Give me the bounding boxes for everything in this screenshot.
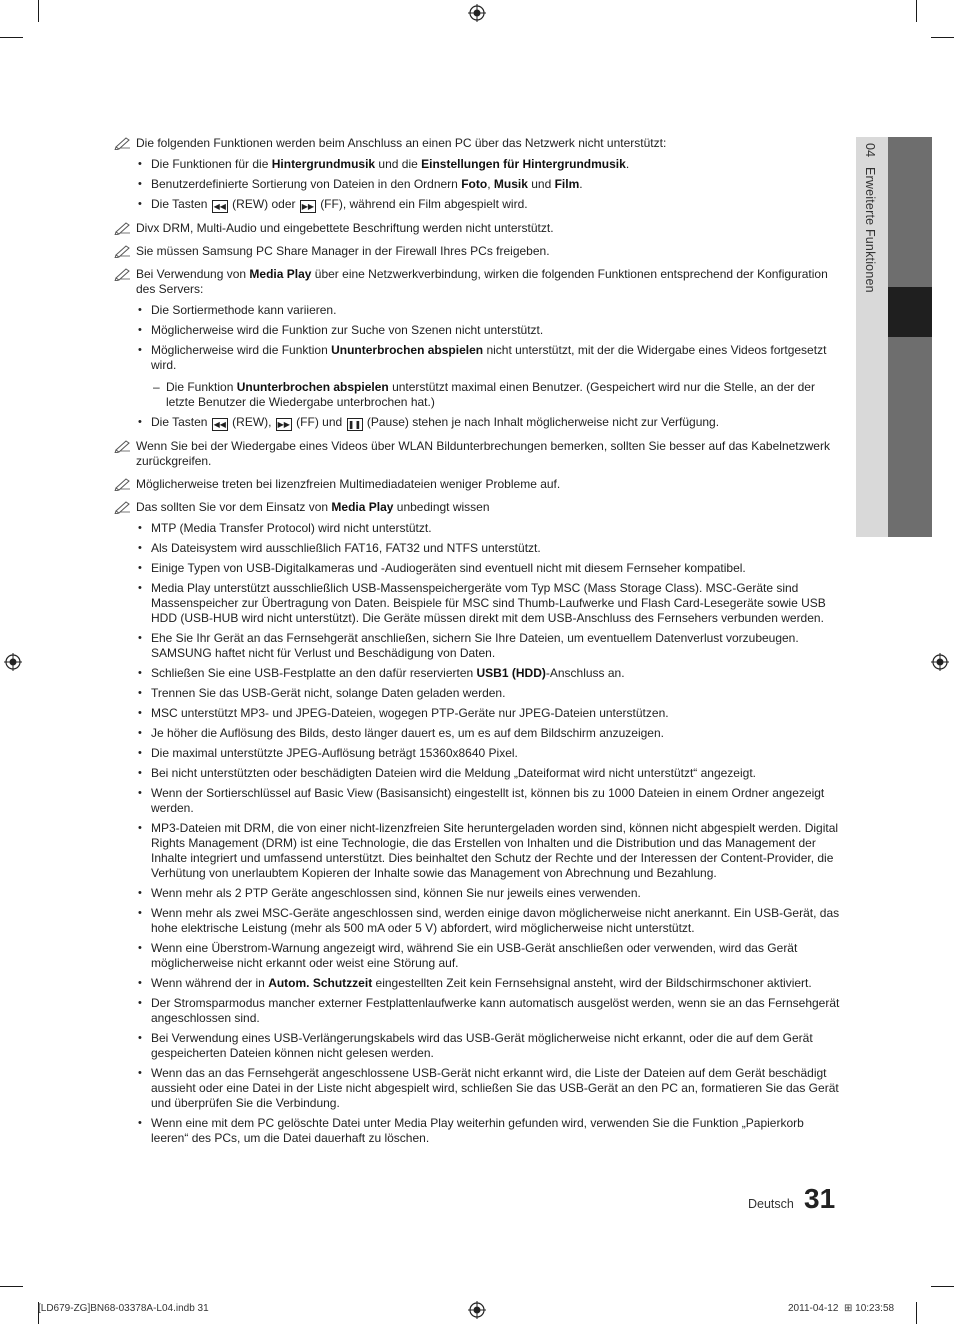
registration-mark-icon bbox=[468, 4, 486, 22]
list-item: • MTP (Media Transfer Protocol) wird nicht unterstützt. bbox=[138, 521, 432, 535]
list-item: • Ehe Sie Ihr Gerät an das Fernsehgerät anschließen, sichern Sie Ihre Dateien, um eventuellem Datenverlust vorzubeugen. SAMSUNG haftet nicht für Verlust und Beschädigung von Daten. bbox=[138, 631, 799, 660]
list-item: • Media Play unterstützt ausschließlich USB-Massenspeichergeräte vom Typ MSC (Mass Storage Class). MSC-Geräte sind Massenspeicher zur Übertragung von Daten. Beispiele für MSC sind Thumb-Laufwerke und Flash Card-Lesegeräte sowie USB HDD (USB-HUB wird nicht unterstützt). Die Geräte müssen direkt mit dem USB-Anschluss des Fernsehers verbunden werden. bbox=[138, 581, 826, 625]
dash-item: – Die Funktion Ununterbrochen abspielen unterstützt maximal einen Benutzer. (Gespeichert wird nur die Stelle, an der der letzte Benutzer die Wiedergabe unterbrochen hat.) bbox=[153, 380, 815, 409]
bullet-list bbox=[114, 157, 840, 213]
note-text: Möglicherweise treten bei lizenzfreien Multimediadateien weniger Probleme auf. bbox=[136, 477, 561, 491]
crop-mark bbox=[0, 37, 23, 38]
rewind-icon: ◀◀ bbox=[213, 420, 226, 429]
note bbox=[114, 244, 840, 259]
main-content bbox=[114, 136, 840, 1154]
bullet-list bbox=[114, 521, 840, 1146]
list-item: • Der Stromsparmodus mancher externer Festplattenlaufwerke kann automatisch ausgelöst werden, wenn sie an das Fernsehgerät angeschlossen sind. bbox=[138, 996, 840, 1025]
list-item: • MSC unterstützt MP3- und JPEG-Dateien, wogegen PTP-Geräte nur JPEG-Dateien unterstützen. bbox=[138, 706, 669, 720]
pencil-note-icon bbox=[114, 221, 132, 235]
list-item: • Möglicherweise wird die Funktion zur Suche von Szenen nicht unterstützt. bbox=[138, 323, 544, 337]
bullet-list bbox=[114, 415, 840, 431]
list-item: • Die Tasten ◀◀ (REW) oder ▶▶ (FF), während ein Film abgespielt wird. bbox=[138, 197, 528, 211]
list-item: • Wenn eine Überstrom-Warnung angezeigt wird, während Sie ein USB-Gerät anschließen oder verwenden, wird das Gerät möglicherweise nicht erkannt oder weist eine Störung auf. bbox=[138, 941, 798, 970]
list-item: • Benutzerdefinierte Sortierung von Dateien in den Ordnern Foto, Musik und Film. bbox=[138, 177, 583, 191]
note bbox=[114, 136, 840, 151]
registration-mark-icon bbox=[468, 1301, 486, 1319]
list-item: • MP3-Dateien mit DRM, die von einer nicht-lizenzfreien Site heruntergeladen worden sind, können nicht abgespielt werden. Digital Rights Management (DRM) ist eine Technologie, die das Erstellen von Inhalten und die Distribution und das Management der Inhalte integriert und umfassend unterstützt. Dies beinhaltet den Schutz der Rechte und der Interessen der Content-Provider, die Verhütung von unerlaubtem Kopieren der Inhalte sowie das Management von Abrechnung und Bezahlung. bbox=[138, 821, 839, 880]
chapter-tab-marker bbox=[888, 287, 932, 337]
chapter-label bbox=[863, 143, 877, 293]
crop-mark bbox=[931, 37, 954, 38]
note-text: Sie müssen Samsung PC Share Manager in der Firewall Ihres PCs freigeben. bbox=[136, 244, 550, 258]
pencil-note-icon bbox=[114, 439, 132, 453]
list-item: • Wenn während der in Autom. Schutzzeit eingestellten Zeit kein Fernsehsignal ansteht, wird der Bildschirmschoner aktiviert. bbox=[138, 976, 812, 990]
chapter-title: Erweiterte Funktionen bbox=[863, 167, 877, 293]
pencil-note-icon bbox=[114, 244, 132, 258]
pencil-note-icon bbox=[114, 500, 132, 514]
footer-language: Deutsch bbox=[748, 1197, 794, 1211]
registration-mark-icon bbox=[931, 653, 949, 671]
pencil-note-icon bbox=[114, 477, 132, 491]
chapter-number: 04 bbox=[863, 143, 877, 158]
list-item: • Schließen Sie eine USB-Festplatte an den dafür reservierten USB1 (HDD)-Anschluss an. bbox=[138, 666, 625, 680]
list-item: • Wenn mehr als 2 PTP Geräte angeschlossen sind, können Sie nur jeweils eines verwenden. bbox=[138, 886, 641, 900]
list-item: • Die Funktionen für die Hintergrundmusik und die Einstellungen für Hintergrundmusik. bbox=[138, 157, 630, 171]
list-item: • Wenn eine mit dem PC gelöschte Datei unter Media Play weiterhin gefunden wird, verwenden Sie die Funktion „Papierkorb leeren“ des PCs, um die Datei dauerhaft zu löschen. bbox=[138, 1116, 804, 1145]
fast-forward-icon: ▶▶ bbox=[301, 202, 314, 211]
page-number: 31 bbox=[804, 1183, 836, 1214]
note-text: Die folgenden Funktionen werden beim Anschluss an einen PC über das Netzwerk nicht unterstützt: bbox=[136, 136, 667, 150]
list-item: • Wenn der Sortierschlüssel auf Basic View (Basisansicht) eingestellt ist, können bis zu 1000 Dateien in einem Ordner angezeigt werden. bbox=[138, 786, 825, 815]
list-item: • Bei Verwendung eines USB-Verlängerungskabels wird das USB-Gerät möglicherweise nicht erkannt, oder die auf dem Gerät gespeicherten Dateien können nicht gelesen werden. bbox=[138, 1031, 813, 1060]
list-item: • Wenn mehr als zwei MSC-Geräte angeschlossen sind, werden einige davon möglicherweise nicht anerkannt. Ein USB-Gerät, das hohe elektrische Leistung (mehr als 500 mA oder 5 V) abfordert, wird möglicherweise nicht unterstützt. bbox=[138, 906, 840, 935]
crop-mark bbox=[38, 0, 39, 22]
crop-mark bbox=[0, 1286, 23, 1287]
pencil-note-icon bbox=[114, 267, 132, 281]
list-item: • Einige Typen von USB-Digitalkameras und -Audiogeräten sind eventuell nicht mit diesem Fernseher kompatibel. bbox=[138, 561, 746, 575]
note-text: Wenn Sie bei der Wiedergabe eines Videos über WLAN Bildunterbrechungen bemerken, sollten Sie besser auf das Kabelnetzwerk zurückgreifen. bbox=[136, 439, 830, 468]
print-file-info: [LD679-ZG]BN68-03378A-L04.indb 31 bbox=[38, 1303, 209, 1314]
list-item: • Die Sortiermethode kann variieren. bbox=[138, 303, 337, 317]
list-item: • Wenn das an das Fernsehgerät angeschlossene USB-Gerät nicht erkannt wird, die Liste der Dateien auf dem Gerät beschädigt aussieht oder eine Datei in der Liste nicht abgespielt wird, schließen Sie das USB-Gerät an den PC an, formatieren Sie das Gerät und überprüfen Sie die Verbindung. bbox=[138, 1066, 839, 1110]
list-item: • Möglicherweise wird die Funktion Ununterbrochen abspielen nicht unterstützt, mit der die Widergabe eines Videos fortgesetzt wird. bbox=[138, 343, 827, 372]
note: Bei Verwendung von Media Play über eine Netzwerkverbindung, wirken die folgenden Funktionen entsprechend der Konfiguration des Servers: bbox=[114, 267, 840, 297]
list-item: • Die Tasten ◀◀ (REW), ▶▶ (FF) und ❚❚ (Pause) stehen je nach Inhalt möglicherweise nicht zur Verfügung. bbox=[138, 415, 720, 429]
fast-forward-icon: ▶▶ bbox=[277, 420, 290, 429]
note: Das sollten Sie vor dem Einsatz von Media Play unbedingt wissen bbox=[114, 500, 840, 515]
list-item: • Je höher die Auflösung des Bilds, desto länger dauert es, um es auf dem Bildschirm anzuzeigen. bbox=[138, 726, 664, 740]
crop-mark bbox=[916, 1302, 917, 1324]
bullet-list bbox=[114, 303, 840, 373]
clock-icon: ⊞ bbox=[843, 1303, 853, 1314]
rewind-icon: ◀◀ bbox=[213, 202, 226, 211]
pencil-note-icon bbox=[114, 136, 132, 150]
note bbox=[114, 221, 840, 236]
list-item: • Trennen Sie das USB-Gerät nicht, solange Daten geladen werden. bbox=[138, 686, 506, 700]
print-date-info: 2011-04-12 ⊞ 10:23:58 bbox=[788, 1303, 895, 1314]
pause-icon: ❚❚ bbox=[347, 420, 362, 429]
registration-mark-icon bbox=[4, 653, 22, 671]
list-item: • Als Dateisystem wird ausschließlich FAT16, FAT32 und NTFS unterstützt. bbox=[138, 541, 541, 555]
chapter-tab-dark bbox=[888, 137, 932, 537]
note-text: Divx DRM, Multi-Audio und eingebettete Beschriftung werden nicht unterstützt. bbox=[136, 221, 554, 235]
note bbox=[114, 439, 840, 469]
crop-mark bbox=[916, 0, 917, 22]
note bbox=[114, 477, 840, 492]
list-item: • Bei nicht unterstützten oder beschädigten Dateien wird die Meldung „Dateiformat wird nicht unterstützt“ angezeigt. bbox=[138, 766, 756, 780]
list-item: • Die maximal unterstützte JPEG-Auflösung beträgt 15360x8640 Pixel. bbox=[138, 746, 518, 760]
crop-mark bbox=[931, 1286, 954, 1287]
